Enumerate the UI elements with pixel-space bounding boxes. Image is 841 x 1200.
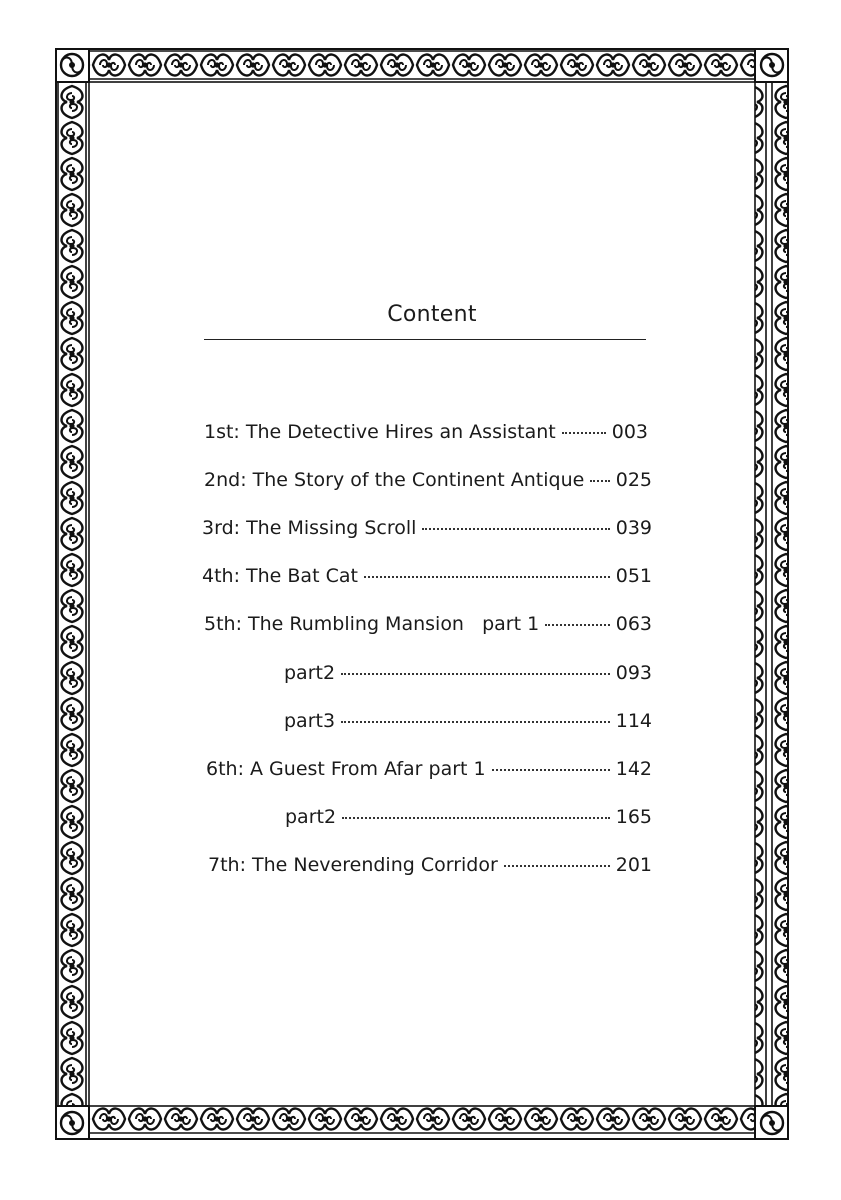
toc-entry-label: 7th: The Neverending Corridor: [208, 854, 498, 876]
toc-entry-page: 114: [615, 710, 652, 732]
toc-entry[interactable]: [206, 756, 652, 782]
toc-entry[interactable]: [202, 515, 652, 541]
toc-entry[interactable]: [202, 563, 652, 589]
toc-entry-page: 142: [615, 758, 652, 780]
dot-leader: [364, 576, 610, 578]
toc-entry-page: 051: [615, 565, 652, 587]
toc-entry-page: 003: [611, 421, 648, 443]
dot-leader: [341, 673, 610, 675]
ornamental-border: [55, 48, 789, 1140]
dot-leader: [504, 865, 610, 867]
toc-entry-label: 1st: The Detective Hires an Assistant: [204, 421, 556, 443]
title-divider: [204, 339, 646, 340]
toc-entry[interactable]: [284, 660, 652, 686]
toc-entry[interactable]: [285, 804, 652, 830]
toc-entry-label: 4th: The Bat Cat: [202, 565, 358, 587]
dot-leader: [422, 528, 609, 530]
dot-leader: [590, 480, 609, 482]
dot-leader: [562, 432, 606, 434]
toc-entry-label: part3: [284, 710, 336, 732]
toc-entry-label: 2nd: The Story of the Continent Antique: [204, 469, 585, 491]
dot-leader: [341, 721, 610, 723]
toc-entry[interactable]: [284, 708, 652, 734]
toc-entry-label: part2: [285, 806, 337, 828]
toc-entry-page: 063: [615, 613, 652, 635]
dot-leader: [545, 624, 610, 626]
toc-title: Content: [387, 302, 477, 327]
toc-entry-label: 5th: The Rumbling Mansion part 1: [204, 613, 540, 635]
toc-entry-page: 039: [615, 517, 652, 539]
toc-entry-page: 093: [615, 662, 652, 684]
toc-entry[interactable]: [204, 611, 652, 637]
toc-entry-page: 165: [615, 806, 652, 828]
toc-entry[interactable]: [204, 419, 648, 445]
dot-leader: [342, 817, 610, 819]
toc-entry-label: 3rd: The Missing Scroll: [202, 517, 417, 539]
toc-entry[interactable]: [208, 852, 652, 878]
dot-leader: [492, 769, 610, 771]
toc-entry-page: 201: [615, 854, 652, 876]
toc-entry-label: 6th: A Guest From Afar part 1: [206, 758, 486, 780]
toc-entry[interactable]: [204, 467, 652, 493]
toc-entry-page: 025: [615, 469, 652, 491]
toc-entry-label: part2: [284, 662, 336, 684]
